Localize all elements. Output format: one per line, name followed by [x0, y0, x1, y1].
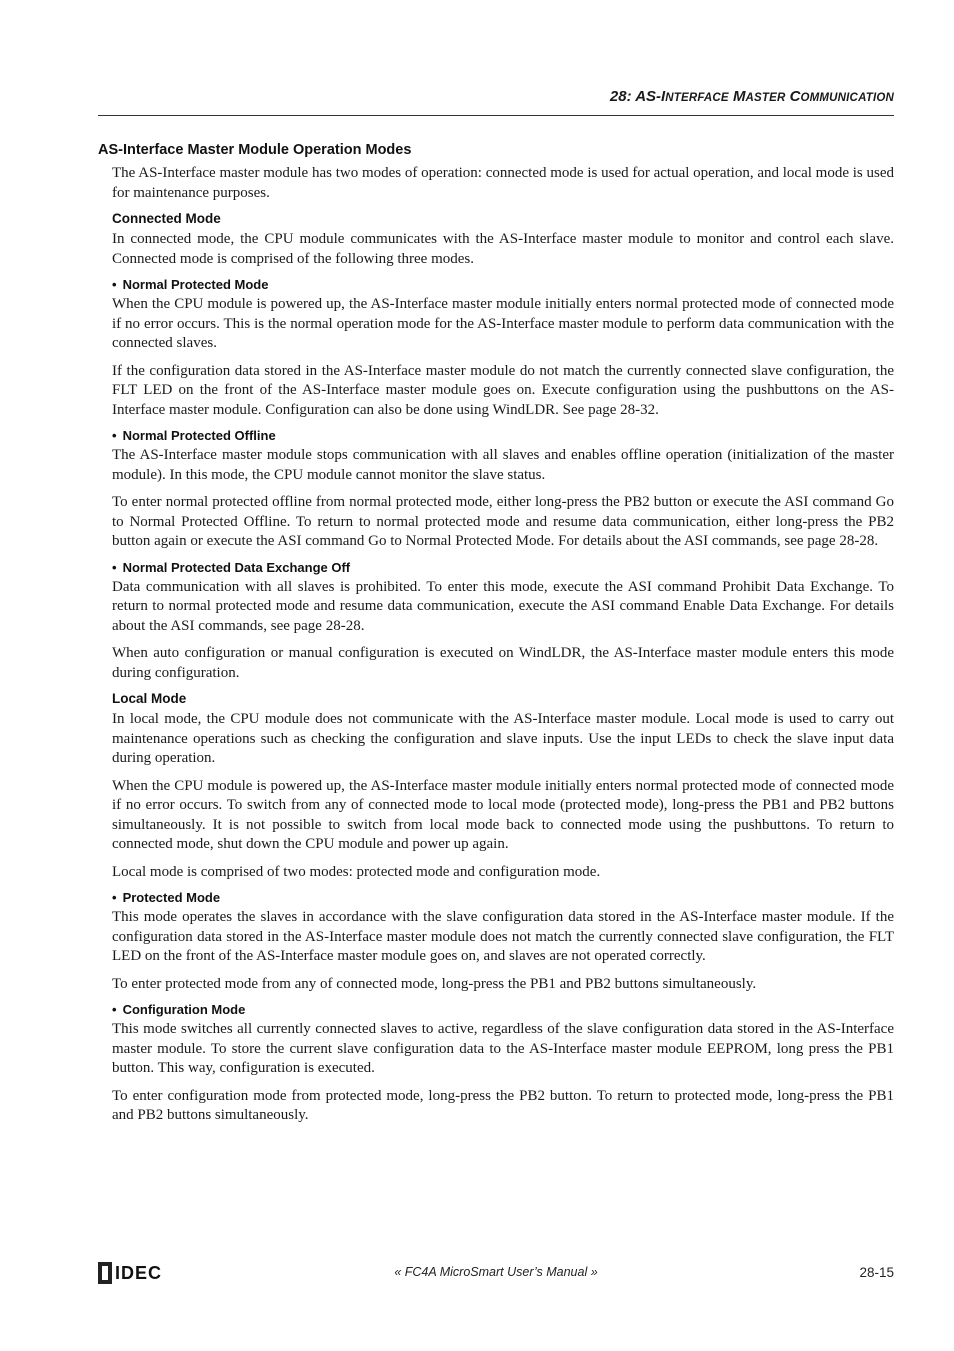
page-footer [98, 1262, 894, 1286]
normal-protected-mode-p1: When the CPU module is powered up, the AS-Interface master module initially enters normal protected mode of connected mode if no error occurs. This is the normal operation mode for the AS-Interface master module to perform data communication with the connected slaves. [112, 296, 894, 351]
bullet-icon: • [112, 559, 117, 575]
connected-mode-heading: Connected Mode [112, 211, 221, 226]
local-mode-heading: Local Mode [112, 691, 187, 706]
chapter-letter-c: C [785, 88, 801, 105]
data-exchange-off-p1: Data communication with all slaves is prohibited. To enter this mode, execute the ASI command Prohibit Data Exchange. To return to normal protected mode and resume data communication, execute the ASI command Enable Data Exchange. For details about the ASI commands, see page 28-28. [112, 578, 894, 634]
bullet-icon: • [112, 890, 117, 905]
protected-mode-p2: To enter protected mode from any of connected mode, long-press the PB1 and PB2 buttons simultaneously. [112, 975, 757, 992]
normal-protected-mode-p2: If the configuration data stored in the AS-Interface master module do not match the currently connected slave configuration, the FLT LED on the front of the AS-Interface master module goes on. Execute configuration using the pushbuttons on the AS-Interface master module. Configuration can also be done using WindLDR. See page 28-32. [112, 362, 894, 418]
normal-protected-mode-heading [112, 277, 894, 292]
manual-title: « FC4A MicroSmart User’s Manual » [394, 1265, 598, 1279]
page-body [98, 142, 894, 1134]
bullet-icon: • [112, 428, 117, 443]
normal-protected-offline-p1: The AS-Interface master module stops communication with all slaves and enables offline operation (initialization of the master module). In this mode, the CPU module cannot monitor the slave status. [112, 447, 894, 483]
section-intro: The AS-Interface master module has two modes of operation: connected mode is used for actual operation, and local mode is used for maintenance purposes. [112, 165, 894, 201]
data-exchange-off-label: Normal Protected Data Exchange Off [122, 559, 351, 575]
bullet-icon: • [112, 1002, 117, 1017]
normal-protected-mode-label: Normal Protected Mode [122, 277, 269, 292]
normal-protected-offline-label: Normal Protected Offline [122, 428, 276, 443]
normal-protected-offline-p2: To enter normal protected offline from normal protected mode, either long-press the PB2 button or execute the ASI command Go to Normal Protected Offline. To return to normal protected mode and resume data communication, either long-press the PB2 button again or execute the ASI command Go to Normal Protected Mode. For details about the ASI commands, see page 28-28. [112, 494, 894, 549]
page-number: 28-15 [859, 1265, 894, 1280]
chapter-prefix: 28: AS-I [609, 88, 666, 105]
protected-mode-label: Protected Mode [122, 890, 221, 905]
local-mode-p3: Local mode is comprised of two modes: protected mode and configuration mode. [112, 863, 601, 880]
data-exchange-off-p2: When auto configuration or manual configuration is executed on WindLDR, the AS-Interface master module enters this mode during configuration. [112, 645, 894, 681]
chapter-smallcaps-3: OMMUNICATION [800, 92, 894, 104]
section-title: AS-Interface Master Module Operation Modes [98, 142, 412, 158]
configuration-mode-label: Configuration Mode [122, 1002, 246, 1017]
normal-protected-offline-heading [112, 428, 894, 443]
idec-logo-text: IDEC [115, 1262, 163, 1283]
bullet-icon: • [112, 277, 117, 292]
configuration-mode-p1: This mode switches all currently connected slaves to active, regardless of the slave configuration data stored in the AS-Interface master module. To store the current slave configuration data to the AS-Interface master module EEPROM, long press the PB1 button. This way, configuration is executed. [112, 1021, 894, 1076]
chapter-smallcaps-2: ASTER [745, 92, 786, 104]
header-rule [98, 115, 894, 116]
chapter-header [98, 88, 894, 105]
configuration-mode-heading [112, 1002, 894, 1017]
local-mode-p2: When the CPU module is powered up, the AS-Interface master module initially enters normal protected mode of connected mode if no error occurs. To switch from any of connected mode to local mode (protected mode), long-press the PB1 and PB2 buttons simultaneously. It is not possible to switch from local mode back to connected mode using the pushbuttons. To return to connected mode, shut down the CPU module and power up again. [112, 777, 894, 852]
chapter-smallcaps-1: NTERFACE [665, 92, 729, 104]
local-mode-p1: In local mode, the CPU module does not communicate with the AS-Interface master module. Local mode is used to carry out maintenance operations such as checking the configuration and slave inputs. Use the input LEDs to check the slave input data during operation. [112, 711, 894, 766]
data-exchange-off-heading [112, 560, 894, 575]
chapter-letter-m: M [728, 88, 746, 105]
connected-mode-intro: In connected mode, the CPU module communicates with the AS-Interface master module to monitor and control each slave. Connected mode is comprised of the following three modes. [112, 231, 894, 267]
configuration-mode-p2: To enter configuration mode from protected mode, long-press the PB2 button. To return to protected mode, long-press the PB1 and PB2 buttons simultaneously. [112, 1087, 894, 1123]
protected-mode-heading [112, 890, 894, 905]
protected-mode-p1: This mode operates the slaves in accordance with the slave configuration data stored in the AS-Interface master module. If the configuration data stored in the AS-Interface master module does not match the currently connected slave configuration, the FLT LED on the front of the AS-Interface master module goes on, and slaves are not operated correctly. [112, 909, 894, 964]
